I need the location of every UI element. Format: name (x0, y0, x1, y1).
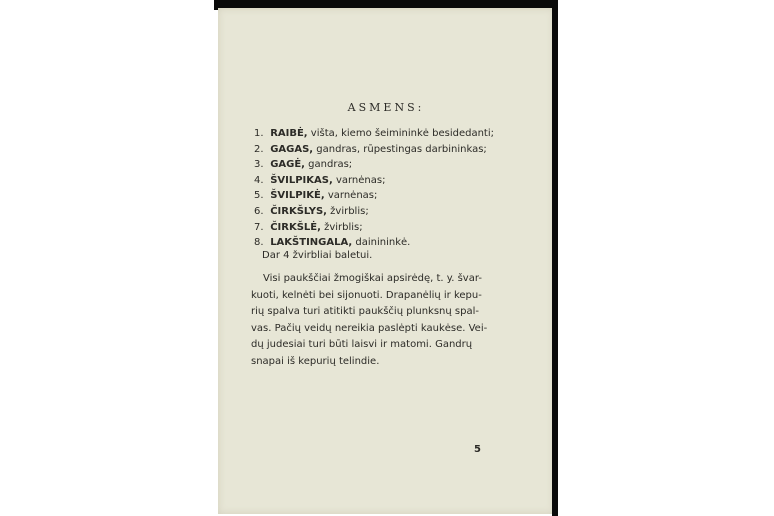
paragraph-line: vas. Pačių veidų nereikia paslėpti kaukėse. Vei- (251, 322, 488, 334)
cast-item (254, 142, 494, 158)
book-page (218, 8, 554, 514)
character-description: varnėnas; (335, 174, 386, 186)
character-name: ŠVILPIKAS, (270, 174, 333, 186)
cast-number: 6. (254, 205, 264, 217)
character-name: GAGAS, (270, 143, 314, 155)
cast-item (254, 173, 494, 189)
paragraph-line: Visi paukščiai žmogiškai apsirėdę, t. y. švar- (263, 273, 482, 284)
character-name: ČIRKŠLYS, (270, 205, 327, 217)
character-description: dainininkė. (355, 237, 411, 249)
character-description: žvirblis; (324, 221, 363, 233)
paragraph-line: rių spalva turi atitikti paukščių plunksnų spal- (251, 306, 479, 317)
character-name: RAIBĖ, (270, 128, 308, 139)
cast-item (254, 220, 494, 236)
character-description: višta, kiemo šeimininkė besidedanti; (310, 128, 494, 139)
cast-item (254, 157, 494, 173)
character-name: ČIRKŠLĖ, (270, 221, 321, 233)
cast-number: 4. (254, 174, 264, 186)
cast-heading: ASMENS: (347, 101, 425, 114)
cast-number: 8. (254, 237, 264, 249)
scan-edge-right (552, 0, 558, 516)
extra-dancers-line: Dar 4 žvirbliai baletui. (262, 250, 373, 261)
paragraph-line: kuoti, kelnėti bei sijonuoti. Drapanėlių ir kepu- (251, 289, 482, 301)
cast-number: 2. (254, 143, 264, 155)
cast-number: 3. (254, 159, 264, 171)
cast-item (254, 235, 494, 251)
costume-paragraph (251, 271, 511, 370)
character-name: LAKŠTINGALA, (270, 237, 353, 249)
cast-item (254, 204, 494, 220)
paragraph-line: dų judesiai turi būti laisvi ir matomi. Gandrų (251, 339, 473, 350)
character-description: gandras; (308, 159, 353, 171)
cast-number: 7. (254, 221, 264, 233)
cast-number: 1. (254, 128, 264, 139)
cast-item (254, 126, 494, 142)
character-description: varnėnas; (327, 190, 378, 202)
cast-item (254, 188, 494, 204)
character-name: GAGĖ, (270, 159, 305, 171)
page-number: 5 (474, 444, 481, 455)
character-description: gandras, rūpestingas darbininkas; (316, 143, 487, 155)
paragraph-line: snapai iš kepurių telindie. (251, 355, 380, 367)
character-name: ŠVILPIKĖ, (270, 190, 325, 202)
cast-list (254, 126, 494, 251)
character-description: žvirblis; (330, 205, 369, 217)
cast-number: 5. (254, 190, 264, 202)
